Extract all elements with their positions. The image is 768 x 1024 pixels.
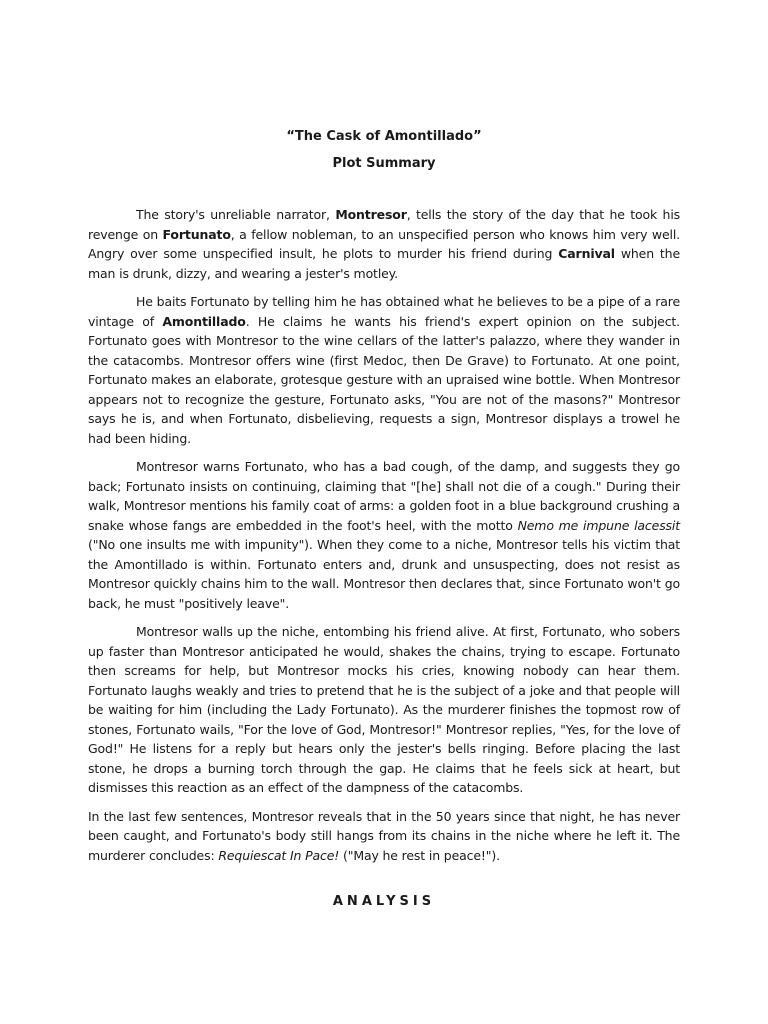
text-run: . He claims he wants his friend's expert opinion on the subject. Fortunato goes with Montresor to the wine cellars of the latter's palazzo, where they wander in the catacombs. Montresor offers wine (first Medoc, then De Grave) to Fortunato. At one point, Fortunato makes an elaborate, grotesque gesture with an upraised wine bottle. When Montresor appears not to recognize the gesture, Fortunato asks, "You are not of the masons?" Montresor says he is, and when Fortunato, disbelieving, requests a sign, Montresor displays a trowel he had been hiding. — [88, 313, 680, 446]
italic-motto: Nemo me impune lacessit — [517, 517, 680, 533]
bold-term-carnival: Carnival — [558, 246, 615, 261]
analysis-heading: ANALYSIS — [332, 894, 436, 909]
text-run: He baits Fortunato by telling him he has obtained what he believes to be a pipe of a rare vintage of — [88, 294, 680, 329]
paragraph-4 — [88, 622, 680, 798]
paragraph-3 — [88, 457, 680, 613]
text-run: Montresor warns Fortunato, who has a bad cough, of the damp, and suggests they go back; Fortunato insists on continuing, claiming that "[he] shall not die of a cough." During their walk, Montresor mentions his family coat of arms: a golden foot in a blue background crushing a snake whose fangs are embedded in the foot's heel, with the motto — [88, 459, 680, 533]
text-run: when the man is drunk, dizzy, and wearing a jester's motley. — [88, 246, 680, 281]
document-title: “The Cask of Amontillado” — [286, 129, 482, 144]
italic-quote: Requiescat In Pace! — [218, 847, 340, 863]
document-body — [88, 205, 680, 874]
bold-term-amontillado: Amontillado — [162, 313, 246, 329]
bold-term-montresor: Montresor — [335, 207, 407, 222]
text-run: Montresor walls up the niche, entombing his friend alive. At first, Fortunato, who sobers up faster than Montresor anticipated he would, shakes the chains, trying to escape. Fortunato then screams for help, but Montresor mocks his cries, knowing nobody can hear them. Fortunato laughs weakly and tries to pretend that he is the subject of a joke and that people will be waiting for him (including the Lady Fortunato). As the murderer finishes the topmost row of stones, Fortunato wails, "For the love of God, Montresor!" Montresor replies, "Yes, for the love of God!" He listens for a reply but hears only the jester's bells ringing. Before placing the last stone, he drops a burning torch through the gap. He claims that he feels sick at heart, but dismisses this reaction as an effect of the dampness of the catacombs. — [88, 624, 680, 795]
text-run: , a fellow nobleman, to an unspecified person who knows him very well. Angry over some unspecified insult, he plots to murder his friend during — [88, 226, 680, 261]
paragraph-1 — [88, 205, 680, 283]
text-run: ("May he rest in peace!"). — [339, 847, 500, 863]
text-run: In the last few sentences, Montresor reveals that in the 50 years since that night, he has never been caught, and Fortunato's body still hangs from its chains in the niche where he left it. The murderer concludes: — [88, 808, 680, 863]
text-run: ("No one insults me with impunity"). When they come to a niche, Montresor tells his victim that the Amontillado is within. Fortunato enters and, drunk and unsuspecting, does not resist as Montresor quickly chains him to the wall. Montresor then declares that, since Fortunato won't go back, he must "positively leave". — [88, 537, 680, 611]
document-subtitle: Plot Summary — [332, 156, 436, 171]
paragraph-2 — [88, 292, 680, 448]
text-run: The story's unreliable narrator, — [136, 207, 336, 222]
bold-term-fortunato: Fortunato — [162, 226, 231, 242]
text-run: , tells the story of the day that he took his revenge on — [88, 207, 681, 242]
paragraph-5 — [88, 807, 680, 866]
